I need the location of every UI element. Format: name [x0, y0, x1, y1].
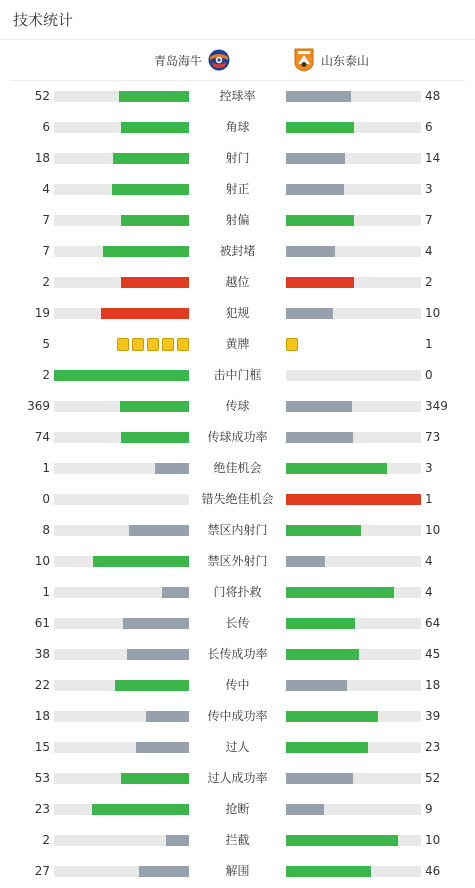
home-stat-bar [54, 742, 189, 753]
home-team[interactable] [154, 40, 230, 80]
stat-row [0, 360, 475, 391]
home-stat-bar-fill [127, 649, 189, 660]
stat-row [0, 608, 475, 639]
stat-label: 角球 [225, 120, 250, 134]
stat-label: 抢断 [225, 802, 250, 816]
stat-label: 射正 [225, 182, 250, 196]
home-stat-value: 52 [34, 89, 50, 103]
home-stat-bar-fill [113, 153, 189, 164]
home-stat-value: 369 [27, 399, 50, 413]
stat-row [0, 732, 475, 763]
home-stat-bar [54, 711, 189, 722]
stat-row [0, 670, 475, 701]
away-stat-value: 73 [425, 430, 441, 444]
away-stat-value: 10 [425, 833, 441, 847]
away-stat-bar [286, 494, 421, 505]
home-stat-bar [54, 370, 189, 381]
away-stat-bar-fill [286, 463, 387, 474]
away-stat-value: 45 [425, 647, 441, 661]
away-stat-value: 10 [425, 523, 441, 537]
stat-label: 传中成功率 [207, 709, 268, 723]
home-stat-bar-fill [120, 401, 189, 412]
yellow-card-icon [147, 338, 159, 351]
home-stat-bar [54, 277, 189, 288]
stat-label: 控球率 [219, 89, 256, 103]
stat-row [0, 329, 475, 360]
home-stat-value: 18 [34, 709, 50, 723]
stat-row [0, 298, 475, 329]
stats-title-bar [0, 0, 475, 40]
away-stat-bar [286, 804, 421, 815]
home-stat-bar-fill [123, 618, 189, 629]
away-stat-bar-fill [286, 246, 335, 257]
away-stat-bar-fill [286, 401, 352, 412]
away-stat-bar [286, 525, 421, 536]
away-stat-bar [286, 215, 421, 226]
stats-list [0, 81, 475, 887]
away-stat-bar [286, 742, 421, 753]
away-stat-value: 64 [425, 616, 441, 630]
stat-row [0, 81, 475, 112]
away-stat-bar [286, 649, 421, 660]
away-stat-value: 349 [425, 399, 448, 413]
home-stat-bar-fill [139, 866, 189, 877]
away-stat-bar-fill [286, 215, 354, 226]
away-stat-value: 0 [425, 368, 433, 382]
home-stat-value: 74 [34, 430, 50, 444]
yellow-card-icon [177, 338, 189, 351]
home-stat-value: 10 [34, 554, 50, 568]
away-stat-bar [286, 680, 421, 691]
stat-label: 长传 [225, 616, 250, 630]
stat-row [0, 825, 475, 856]
yellow-card-icon [132, 338, 144, 351]
stat-label: 过人成功率 [207, 771, 268, 785]
home-stat-bar [54, 835, 189, 846]
away-stat-value: 18 [425, 678, 441, 692]
stat-row [0, 143, 475, 174]
home-stat-bar-fill [136, 742, 189, 753]
home-stat-value: 61 [34, 616, 50, 630]
home-stat-value: 1 [42, 461, 50, 475]
away-stat-bar [286, 835, 421, 846]
home-stat-bar-fill [119, 91, 189, 102]
away-stat-value: 23 [425, 740, 441, 754]
home-stat-bar [54, 525, 189, 536]
away-stat-bar-fill [286, 618, 355, 629]
home-stat-bar-fill [115, 680, 189, 691]
home-stat-value: 2 [42, 833, 50, 847]
home-stat-value: 22 [34, 678, 50, 692]
home-stat-bar [54, 463, 189, 474]
home-stat-value: 2 [42, 275, 50, 289]
home-stat-bar [54, 401, 189, 412]
home-stat-bar [54, 215, 189, 226]
stat-label: 拦截 [225, 833, 250, 847]
stat-row [0, 422, 475, 453]
home-stat-bar [54, 91, 189, 102]
away-stat-bar-fill [286, 308, 333, 319]
home-stat-value: 27 [34, 864, 50, 878]
home-team-name: 青岛海牛 [153, 53, 202, 68]
home-stat-value: 5 [42, 337, 50, 351]
stat-row [0, 763, 475, 794]
home-stat-bar-fill [101, 308, 189, 319]
away-stat-value: 4 [425, 244, 433, 258]
stat-row [0, 391, 475, 422]
away-stat-bar-fill [286, 680, 347, 691]
home-stat-bar [54, 494, 189, 505]
home-stat-bar-fill [93, 556, 189, 567]
away-stat-bar [286, 370, 421, 381]
home-stat-value: 8 [42, 523, 50, 537]
stat-label: 被封堵 [219, 244, 256, 258]
away-stat-bar-fill [286, 277, 354, 288]
home-stat-bar-fill [112, 184, 189, 195]
away-stat-value: 48 [425, 89, 441, 103]
stat-row [0, 205, 475, 236]
away-stat-value: 7 [425, 213, 433, 227]
stat-label: 过人 [225, 740, 250, 754]
away-stat-value: 46 [425, 864, 441, 878]
away-stat-value: 9 [425, 802, 433, 816]
home-stat-value: 19 [34, 306, 50, 320]
stat-label: 传球成功率 [207, 430, 268, 444]
home-stat-value: 38 [34, 647, 50, 661]
home-yellow-cards [117, 338, 189, 351]
stat-label: 禁区内射门 [207, 523, 268, 537]
home-stat-bar-fill [92, 804, 189, 815]
home-stat-bar [54, 153, 189, 164]
home-stat-value: 15 [34, 740, 50, 754]
away-stat-bar-fill [286, 742, 368, 753]
away-stat-bar [286, 246, 421, 257]
away-stat-bar [286, 184, 421, 195]
away-team[interactable] [293, 40, 369, 80]
away-stat-bar [286, 432, 421, 443]
away-team-name: 山东泰山 [321, 53, 370, 68]
stat-row [0, 236, 475, 267]
stat-row [0, 174, 475, 205]
home-stat-value: 4 [42, 182, 50, 196]
home-stat-value: 7 [42, 244, 50, 258]
away-stat-bar [286, 618, 421, 629]
away-stat-bar [286, 773, 421, 784]
home-stat-value: 7 [42, 213, 50, 227]
stat-label: 解围 [225, 864, 250, 878]
away-stat-value: 39 [425, 709, 441, 723]
away-stat-bar [286, 91, 421, 102]
away-stat-bar-fill [286, 804, 324, 815]
away-stat-bar-fill [286, 649, 359, 660]
away-stat-value: 14 [425, 151, 441, 165]
home-stat-bar [54, 246, 189, 257]
yellow-card-icon [162, 338, 174, 351]
home-stat-bar-fill [121, 122, 189, 133]
home-stat-bar [54, 432, 189, 443]
away-yellow-cards [286, 338, 298, 351]
home-stat-value: 23 [34, 802, 50, 816]
stat-row [0, 794, 475, 825]
away-stat-bar-fill [286, 122, 354, 133]
away-stat-bar-fill [286, 184, 344, 195]
home-stat-bar-fill [121, 432, 189, 443]
stat-row [0, 515, 475, 546]
stat-label: 门将扑救 [213, 585, 262, 599]
home-stat-bar [54, 804, 189, 815]
home-stat-value: 53 [34, 771, 50, 785]
stat-label: 射偏 [225, 213, 250, 227]
away-stat-bar [286, 277, 421, 288]
away-stat-value: 6 [425, 120, 433, 134]
home-stat-bar [54, 556, 189, 567]
stat-row [0, 453, 475, 484]
away-stat-bar-fill [286, 91, 351, 102]
away-stat-bar [286, 711, 421, 722]
team-header [10, 40, 465, 81]
away-stat-bar-fill [286, 587, 394, 598]
home-stat-bar [54, 184, 189, 195]
stat-label: 错失绝佳机会 [201, 492, 274, 506]
away-stat-bar-fill [286, 153, 345, 164]
away-stat-bar [286, 556, 421, 567]
stat-label: 黄牌 [225, 337, 250, 351]
stat-row [0, 701, 475, 732]
stat-label: 越位 [225, 275, 250, 289]
home-stat-bar [54, 587, 189, 598]
stat-label: 绝佳机会 [213, 461, 262, 475]
yellow-card-icon [117, 338, 129, 351]
yellow-card-icon [286, 338, 298, 351]
stat-label: 长传成功率 [207, 647, 268, 661]
away-stat-value: 2 [425, 275, 433, 289]
away-stat-bar-fill [286, 556, 325, 567]
away-stat-bar-fill [286, 835, 398, 846]
stat-row [0, 639, 475, 670]
away-stat-value: 3 [425, 461, 433, 475]
home-stat-bar-fill [146, 711, 189, 722]
home-stat-value: 18 [34, 151, 50, 165]
home-stat-bar [54, 308, 189, 319]
home-stat-value: 6 [42, 120, 50, 134]
home-stat-bar [54, 866, 189, 877]
home-stat-bar [54, 773, 189, 784]
away-stat-bar-fill [286, 494, 421, 505]
away-stat-bar [286, 587, 421, 598]
stat-row [0, 112, 475, 143]
home-stat-bar-fill [121, 277, 189, 288]
stat-row [0, 577, 475, 608]
home-stat-bar-fill [54, 370, 189, 381]
stat-row [0, 484, 475, 515]
home-stat-bar-fill [121, 773, 189, 784]
away-stat-bar [286, 153, 421, 164]
away-stat-bar-fill [286, 773, 353, 784]
stat-label: 传中 [225, 678, 250, 692]
away-stat-value: 4 [425, 554, 433, 568]
stat-label: 禁区外射门 [207, 554, 268, 568]
away-stat-bar [286, 463, 421, 474]
away-stat-bar [286, 866, 421, 877]
home-stat-bar [54, 618, 189, 629]
away-stat-value: 4 [425, 585, 433, 599]
home-stat-bar [54, 122, 189, 133]
stat-label: 犯规 [225, 306, 250, 320]
home-stat-value: 1 [42, 585, 50, 599]
home-stat-value: 2 [42, 368, 50, 382]
away-stat-value: 1 [425, 337, 433, 351]
away-stat-bar-fill [286, 432, 353, 443]
stat-label: 传球 [225, 399, 250, 413]
stat-label: 射门 [225, 151, 250, 165]
stat-row [0, 856, 475, 887]
away-stat-bar-fill [286, 711, 378, 722]
stat-label: 击中门框 [213, 368, 262, 382]
away-stat-value: 10 [425, 306, 441, 320]
home-stat-bar-fill [166, 835, 189, 846]
away-stat-value: 3 [425, 182, 433, 196]
away-stat-bar-fill [286, 525, 361, 536]
home-stat-bar-fill [103, 246, 189, 257]
home-stat-bar-fill [121, 215, 189, 226]
stat-row [0, 267, 475, 298]
home-stat-bar-fill [162, 587, 189, 598]
away-stat-value: 1 [425, 492, 433, 506]
qingdao-hainiu-crest-icon [208, 48, 230, 72]
away-stat-bar-fill [286, 866, 371, 877]
home-stat-bar-fill [155, 463, 189, 474]
home-stat-bar-fill [129, 525, 189, 536]
away-stat-bar [286, 122, 421, 133]
away-stat-bar [286, 308, 421, 319]
page-title: 技术统计 [13, 11, 74, 29]
away-stat-value: 52 [425, 771, 441, 785]
home-stat-bar [54, 680, 189, 691]
away-stat-bar [286, 401, 421, 412]
shandong-taishan-crest-icon [293, 48, 315, 72]
home-stat-bar [54, 649, 189, 660]
home-stat-value: 0 [42, 492, 50, 506]
stat-row [0, 546, 475, 577]
